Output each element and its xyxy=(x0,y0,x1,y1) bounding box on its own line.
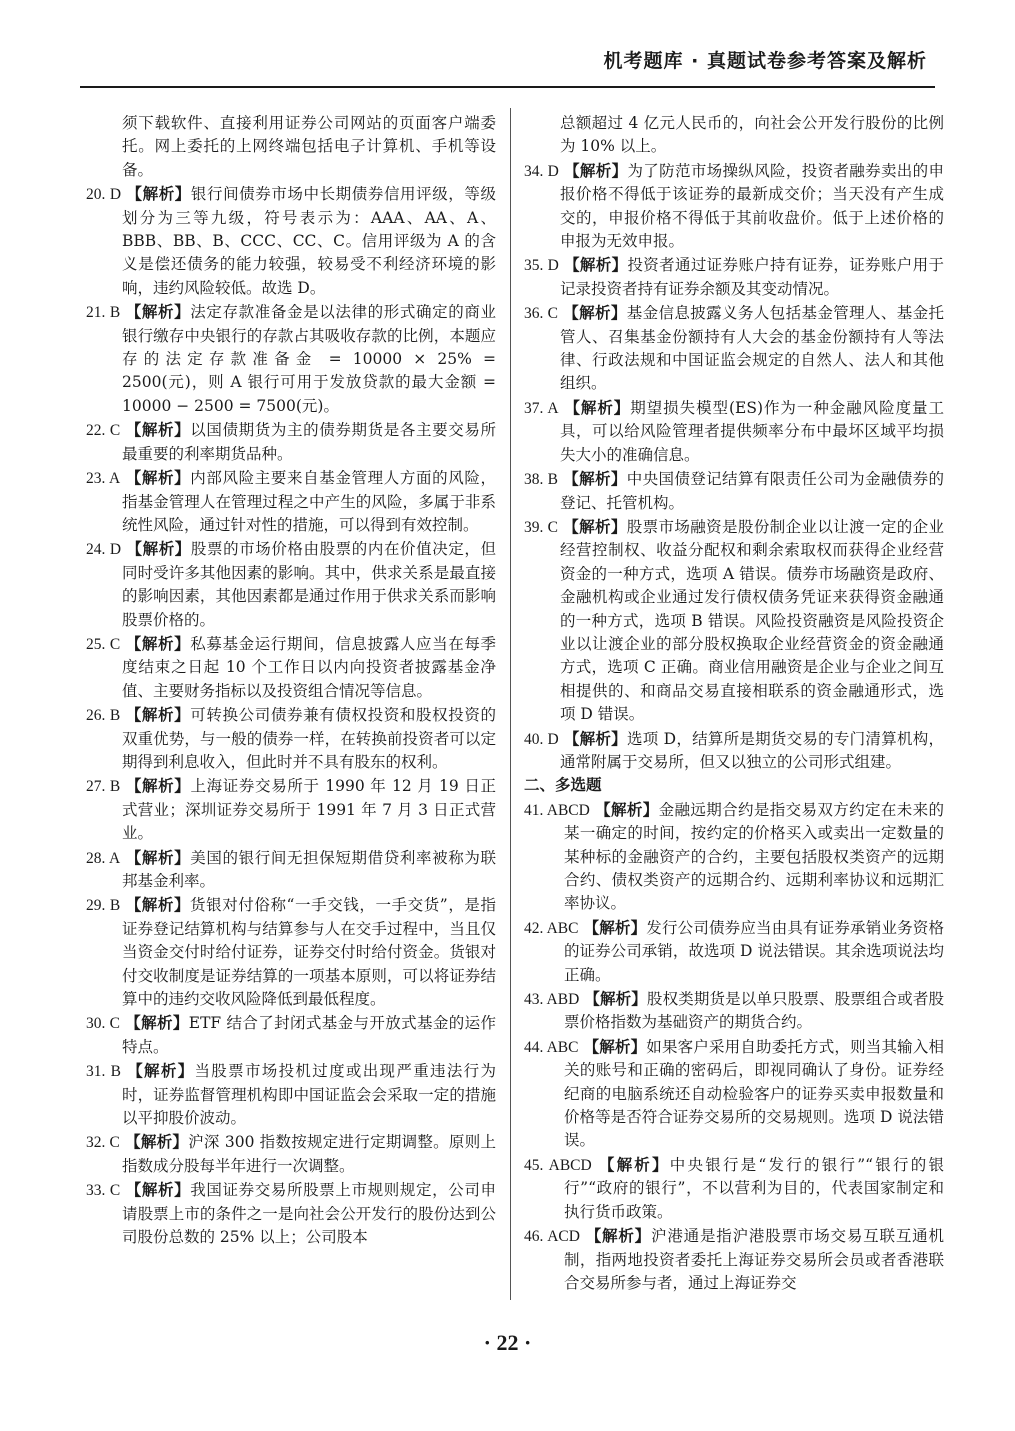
answer-number: 37. A xyxy=(524,399,559,417)
answer-number: 40. D xyxy=(524,730,559,748)
answer-list xyxy=(524,798,944,1296)
answer-item xyxy=(86,537,496,632)
answer-number: 21. B xyxy=(86,304,121,322)
analysis-tag: 【解析】 xyxy=(564,255,628,275)
answer-explanation: 私募基金运行期间，信息披露人应当在每季度结束之日起 10 个工作日以内向投资者披露基金净值、主要财务指标以及投资组合情况等信息。 xyxy=(122,634,496,700)
analysis-tag: 【解析】 xyxy=(126,539,191,559)
answer-item xyxy=(524,916,944,987)
answer-item xyxy=(524,798,944,916)
answer-number: 41. ABCD xyxy=(524,801,590,819)
answer-explanation: 如果客户采用自助委托方式，则当其输入相关的账号和正确的密码后，即视同确认了身份。证券经纪商的电脑系统还自动检验客户的证券买卖申报数量和价格等是否符合证券交易所的交易规则。选项 D 说法错误。 xyxy=(564,1037,944,1150)
continuation-text: 总额超过 4 亿元人民币的，向社会公开发行股份的比例为 10% 以上。 xyxy=(560,114,944,156)
header-rule xyxy=(80,86,935,88)
analysis-tag: 【解析】 xyxy=(125,776,191,796)
answer-number: 35. D xyxy=(524,257,559,275)
answer-explanation: 中央银行是“发行的银行”“银行的银行”“政府的银行”，不以营利为目的，代表国家制定和执行货币政策。 xyxy=(564,1155,944,1221)
answer-number: 33. C xyxy=(86,1182,121,1200)
answer-explanation: 金融远期合约是指交易双方约定在未来的某一确定的时间，按约定的价格买入或卖出一定数量的某种标的金融资产的合约，主要包括股权类资产的远期合约、债权类资产的远期合约、远期利率协议和远期汇率协议。 xyxy=(564,800,944,913)
answer-explanation: 我国证券交易所股票上市规则规定，公司申请股票上市的条件之一是向社会公开发行的股份达到公司股份总数的 25% 以上；公司股本 xyxy=(122,1181,496,1247)
answer-number: 46. ACD xyxy=(524,1228,580,1246)
answer-number: 22. C xyxy=(86,422,121,440)
answer-number: 24. D xyxy=(86,541,122,559)
analysis-tag: 【解析】 xyxy=(585,1226,651,1246)
answer-item xyxy=(524,1035,944,1153)
answer-item xyxy=(524,301,944,396)
answer-number: 20. D xyxy=(86,186,122,204)
answer-number: 25. C xyxy=(86,635,121,653)
answer-explanation: 基金信息披露义务人包括基金管理人、基金托管人、召集基金份额持有人大会的基金份额持有人等法律、行政法规和中国证监会规定的自然人、法人和其他组织。 xyxy=(560,304,944,393)
answer-number: 45. ABCD xyxy=(524,1156,592,1174)
answer-number: 29. B xyxy=(86,897,121,915)
answer-number: 36. C xyxy=(524,305,558,323)
answer-item xyxy=(524,253,944,301)
answer-explanation: 法定存款准备金是以法律的形式确定的商业银行缴存中央银行的存款占其吸收存款的比例，本题应存的法定存款准备金 = 10000 × 25% = 2500(元)，则 A 银行可用于发放贷款的最大金额 = 10000 − 2500 = 7500(元)。 xyxy=(122,303,496,415)
answer-item xyxy=(86,1178,496,1249)
answer-explanation: 以国债期货为主的债券期货是各主要交易所最重要的利率期货品种。 xyxy=(122,421,496,463)
answer-item xyxy=(86,466,496,537)
analysis-tag: 【解析】 xyxy=(563,469,627,489)
analysis-tag: 【解析】 xyxy=(563,728,627,748)
answer-number: 28. A xyxy=(86,849,121,867)
analysis-tag: 【解析】 xyxy=(127,1061,195,1081)
answer-explanation: 上海证券交易所于 1990 年 12 月 19 日正式营业；深圳证券交易所于 1991 年 7 月 3 日正式营业。 xyxy=(122,777,496,843)
analysis-tag: 【解析】 xyxy=(125,705,191,725)
answer-explanation: 沪港通是指沪港股票市场交易互联互通机制，指两地投资者委托上海证券交易所会员或者香港联合交易所参与者，通过上海证券交 xyxy=(564,1227,944,1292)
analysis-tag: 【解析】 xyxy=(563,516,627,536)
analysis-tag: 【解析】 xyxy=(125,302,191,322)
analysis-tag: 【解析】 xyxy=(125,1180,191,1200)
answer-item xyxy=(86,418,496,466)
answer-explanation: 期望损失模型(ES)作为一种金融风险度量工具，可以给风险管理者提供频率分布中最坏区域平均损失大小的准确信息。 xyxy=(560,398,944,464)
answer-item xyxy=(524,396,944,467)
answer-item xyxy=(86,703,496,774)
answer-item xyxy=(86,846,496,894)
answer-list xyxy=(524,159,944,775)
answer-item xyxy=(524,515,944,727)
analysis-tag: 【解析】 xyxy=(595,799,659,819)
left-column xyxy=(86,112,496,1250)
answer-number: 26. B xyxy=(86,707,121,725)
answer-number: 32. C xyxy=(86,1134,120,1152)
answer-explanation: 股票市场融资是股份制企业以让渡一定的企业经营控制权、收益分配权和剩余索取权而获得企业经营资金的一种方式，选项 A 错误。债券市场融资是政府、金融机构或企业通过发行债权债务凭证来获得资金融通的一种方式，选项 B 错误。风险投资融资是风险投资企业以让渡企业的部分股权换取企业经营资金的资金融通方式，选项 C 正确。商业信用融资是企业与企业之间互相提供的、和商品交易直接相联系的资金融通形式，选项 D 错误。 xyxy=(560,517,944,724)
answer-explanation: 股票的市场价格由股票的内在价值决定，但同时受许多其他因素的影响。其中，供求关系是最直接的影响因素，其他因素都是通过作用于供求关系而影响股票价格的。 xyxy=(122,540,496,629)
analysis-tag: 【解析】 xyxy=(564,397,631,417)
analysis-tag: 【解析】 xyxy=(125,895,191,915)
analysis-tag: 【解析】 xyxy=(598,1154,670,1174)
analysis-tag: 【解析】 xyxy=(125,1132,189,1152)
analysis-tag: 【解析】 xyxy=(125,420,191,440)
analysis-tag: 【解析】 xyxy=(564,160,628,180)
answer-explanation: 当股票市场投机过度或出现严重违法行为时，证券监督管理机构即中国证监会会采取一定的措施以平抑股价波动。 xyxy=(122,1062,496,1128)
answer-explanation: 发行公司债券应当由具有证券承销业务资格的证券公司承销，故选项 D 说法错误。其余选项说法均正确。 xyxy=(564,918,944,984)
analysis-tag: 【解析】 xyxy=(583,1036,647,1056)
answer-item xyxy=(86,1011,496,1059)
answer-number: 31. B xyxy=(86,1063,121,1081)
answer-item xyxy=(86,300,496,418)
analysis-tag: 【解析】 xyxy=(125,1013,189,1033)
answer-list xyxy=(86,182,496,1249)
answer-explanation: 选项 D，结算所是期货交易的专门清算机构，通常附属于交易所，但又以独立的公司形式组建。 xyxy=(560,729,944,771)
answer-item xyxy=(524,1224,944,1295)
answer-number: 43. ABD xyxy=(524,991,580,1009)
answer-item xyxy=(524,727,944,775)
answer-explanation: 美国的银行间无担保短期借贷利率被称为联邦基金利率。 xyxy=(122,848,496,890)
answer-item xyxy=(524,1153,944,1224)
answer-item xyxy=(86,1059,496,1130)
analysis-tag: 【解析】 xyxy=(584,989,647,1009)
answer-number: 34. D xyxy=(524,162,559,180)
answer-explanation: 中央国债登记结算有限责任公司为金融债券的登记、托管机构。 xyxy=(560,470,944,512)
answer-item xyxy=(86,774,496,845)
continuation-text: 须下载软件、直接利用证券公司网站的页面客户端委托。网上委托的上网终端包括电子计算机、手机等设备。 xyxy=(122,114,496,179)
analysis-tag: 【解析】 xyxy=(125,468,191,488)
answer-number: 44. ABC xyxy=(524,1038,579,1056)
answer-explanation: 货银对付俗称“一手交钱，一手交货”，是指证券登记结算机构与结算参与人在交手过程中，当且仅当资金交付时给付证券，证券交付时给付资金。货银对付交收制度是证券结算的一项基本原则，可以将证券结算中的违约交收风险降低到最低程度。 xyxy=(122,896,496,1009)
answer-number: 38. B xyxy=(524,471,558,489)
answer-item xyxy=(524,987,944,1035)
answer-number: 30. C xyxy=(86,1015,120,1033)
answer-item xyxy=(86,632,496,703)
answer-explanation: 投资者通过证券账户持有证券，证券账户用于记录投资者持有证券余额及其变动情况。 xyxy=(560,256,944,298)
answer-number: 27. B xyxy=(86,778,121,796)
section-title: 二、多选题 xyxy=(524,776,602,795)
column-divider xyxy=(510,108,511,1300)
analysis-tag: 【解析】 xyxy=(583,917,647,937)
answer-item xyxy=(524,467,944,515)
answer-item xyxy=(86,893,496,1011)
answer-explanation: 沪深 300 指数按规定进行定期调整。原则上指数成分股每半年进行一次调整。 xyxy=(122,1133,496,1175)
analysis-tag: 【解析】 xyxy=(563,303,627,323)
answer-explanation: ETF 结合了封闭式基金与开放式基金的运作特点。 xyxy=(122,1014,496,1056)
answer-item xyxy=(86,1130,496,1178)
page-number: · 22 · xyxy=(483,1330,532,1355)
analysis-tag: 【解析】 xyxy=(125,847,191,867)
answer-explanation: 可转换公司债券兼有债权投资和股权投资的双重优势，与一般的债券一样，在转换前投资者可以定期得到利息收入，但此时并不具有股东的权利。 xyxy=(122,706,496,771)
answer-number: 39. C xyxy=(524,518,558,536)
answer-explanation: 银行间债券市场中长期债券信用评级，等级划分为三等九级，符号表示为：AAA、AA、A、BBB、BB、B、CCC、CC、C。信用评级为 A 的含义是偿还债务的能力较强，较易受不利经济环境的影响，违约风险较低。故选 D。 xyxy=(122,185,496,297)
answer-item xyxy=(524,159,944,254)
answer-item xyxy=(86,182,496,300)
answer-number: 23. A xyxy=(86,470,121,488)
answer-explanation: 为了防范市场操纵风险，投资者融券卖出的申报价格不得低于该证券的最新成交价；当天没有产生成交的，申报价格不得低于其前收盘价。低于上述价格的申报为无效申报。 xyxy=(560,161,944,251)
running-header: 机考题库 · 真题试卷参考答案及解析 xyxy=(603,50,927,72)
analysis-tag: 【解析】 xyxy=(125,633,191,653)
right-column xyxy=(524,112,944,1295)
answer-number: 42. ABC xyxy=(524,919,579,937)
analysis-tag: 【解析】 xyxy=(126,184,191,204)
answer-explanation: 股权类期货是以单只股票、股票组合或者股票价格指数为基础资产的期货合约。 xyxy=(564,990,944,1032)
answer-explanation: 内部风险主要来自基金管理人方面的风险，指基金管理人在管理过程之中产生的风险，多属于非系统性风险，通过针对性的措施，可以得到有效控制。 xyxy=(122,469,496,534)
